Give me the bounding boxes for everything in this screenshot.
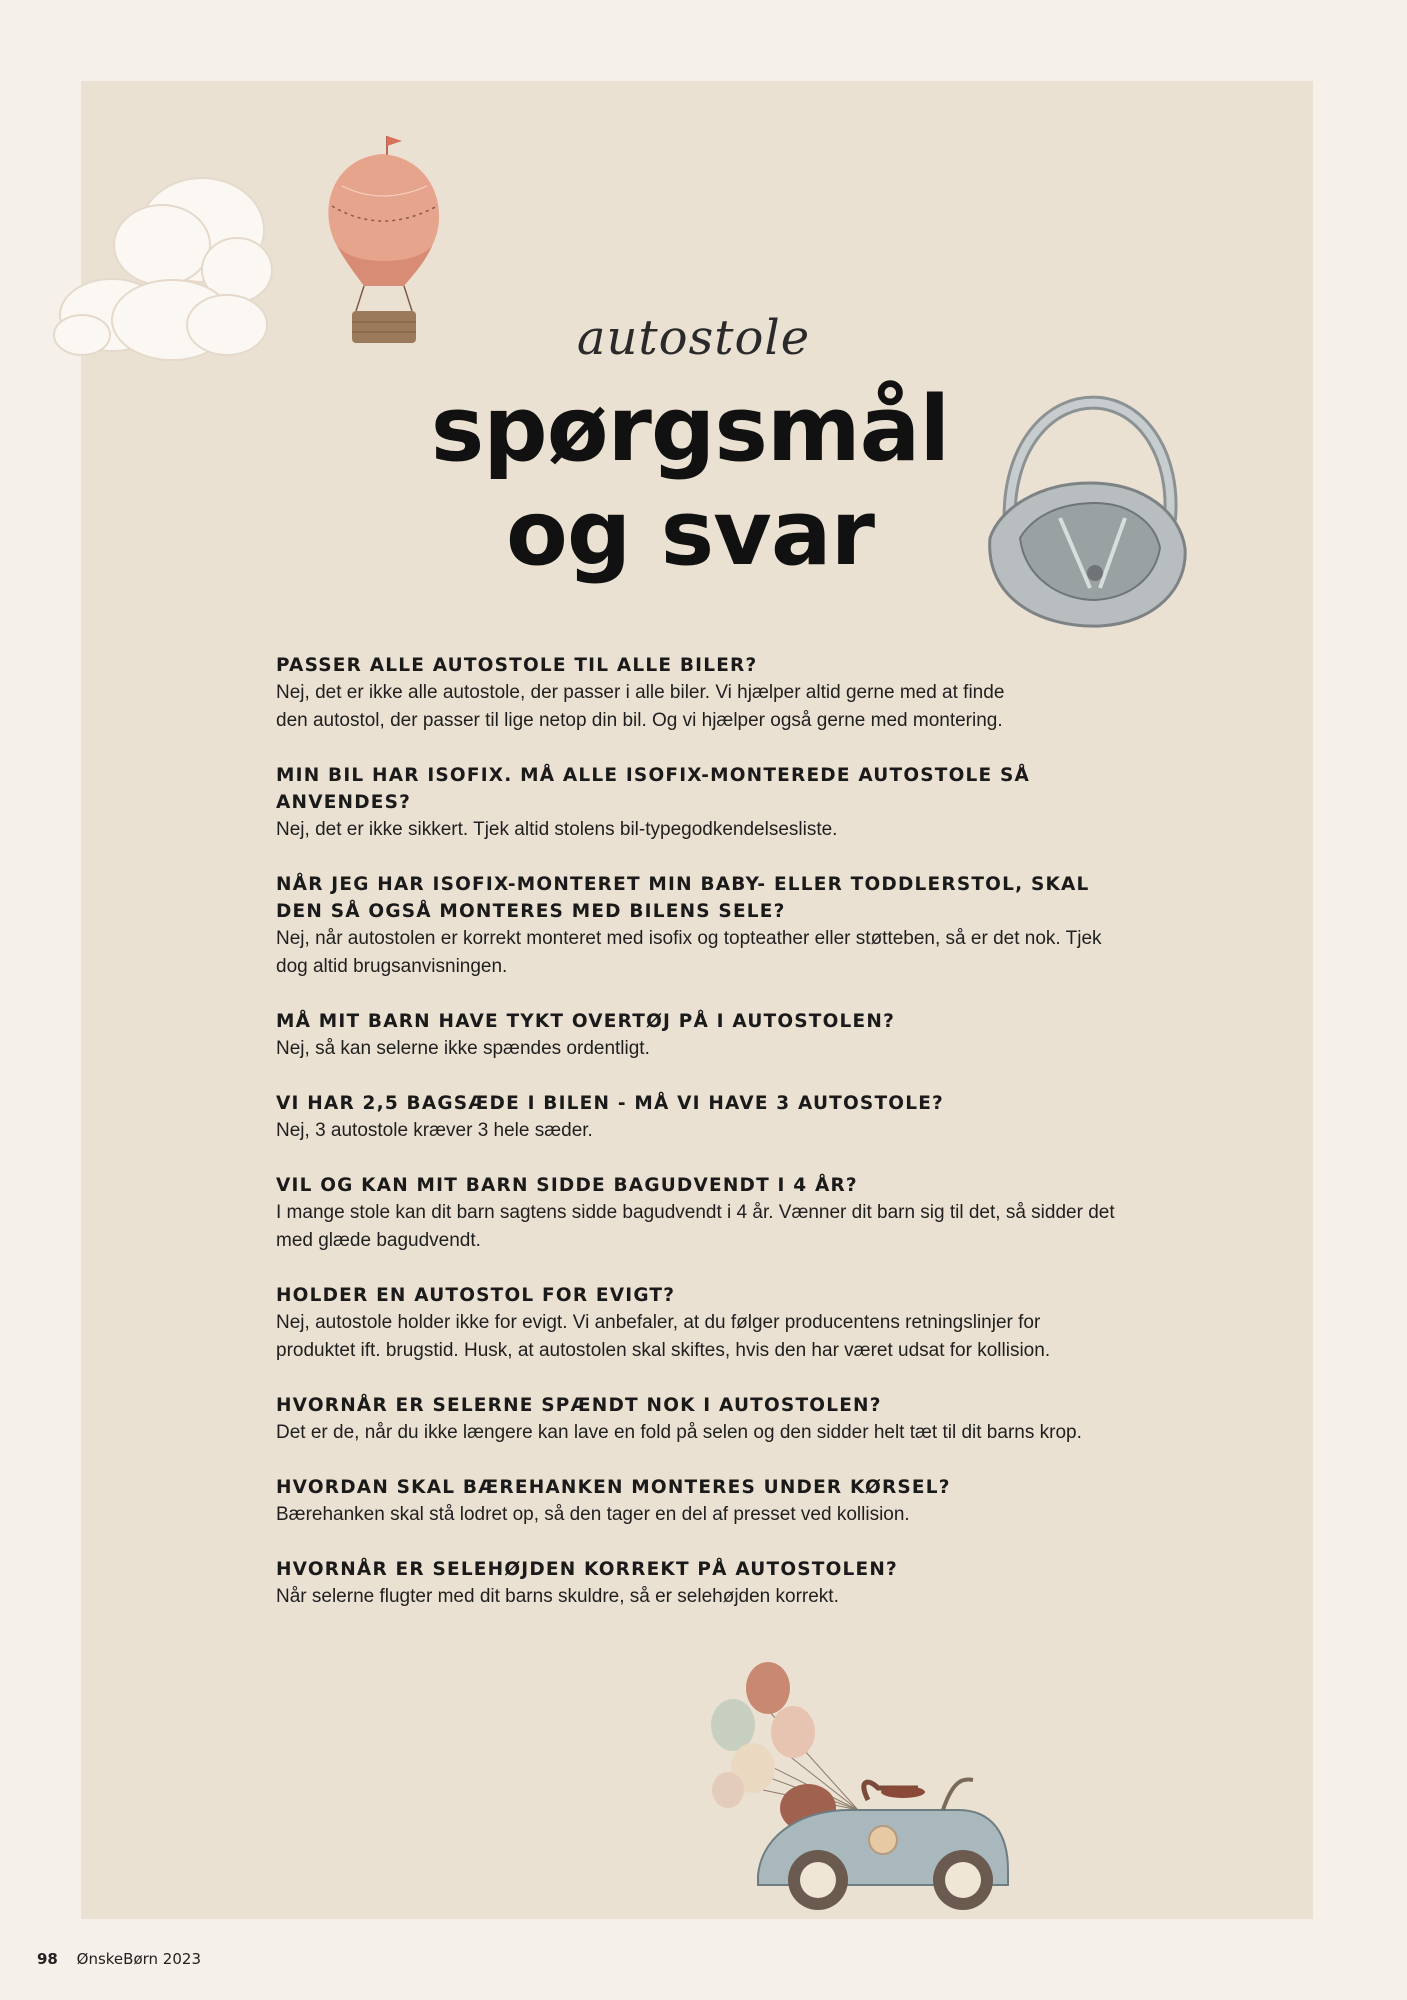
faq-item: [276, 652, 1136, 735]
faq-list: [276, 652, 1136, 1638]
faq-answer: Nej, så kan selerne ikke spændes ordentligt.: [276, 1038, 650, 1059]
faq-question: MÅ MIT BARN HAVE TYKT OVERTØJ PÅ I AUTOSTOLEN?: [276, 1011, 895, 1032]
faq-item: [276, 1008, 1136, 1063]
page-title: [380, 378, 1000, 586]
section-script-title: autostole: [576, 310, 811, 366]
faq-answer: Det er de, når du ikke længere kan lave en fold på selen og den sidder helt tæt til dit barns krop.: [276, 1422, 1082, 1443]
faq-question: MIN BIL HAR ISOFIX. MÅ ALLE ISOFIX-MONTEREDE AUTOSTOLE SÅ ANVENDES?: [276, 765, 1031, 813]
toy-car-with-balloons-icon: [708, 1660, 1018, 1920]
faq-item: [276, 1172, 1136, 1255]
baby-car-seat-icon: [980, 388, 1200, 633]
faq-answer: Nej, når autostolen er korrekt monteret med isofix og topteather eller støtteben, så er det nok. Tjek dog altid brugsanvisningen.: [276, 928, 1102, 977]
faq-question: HVORNÅR ER SELEHØJDEN KORREKT PÅ AUTOSTOLEN?: [276, 1559, 898, 1580]
publication-name: ØnskeBørn 2023: [76, 1950, 201, 1968]
faq-question: HVORNÅR ER SELERNE SPÆNDT NOK I AUTOSTOLEN?: [276, 1395, 882, 1416]
page-footer: [37, 1950, 201, 1968]
page-title-line-2: og svar: [506, 481, 874, 586]
faq-answer: Nej, autostole holder ikke for evigt. Vi anbefaler, at du følger producentens retningslinjer for produktet ift. brugstid. Husk, at autostolen skal skiftes, hvis den har været udsat for kollision.: [276, 1312, 1051, 1361]
faq-answer: Nej, 3 autostole kræver 3 hele sæder.: [276, 1120, 593, 1141]
faq-answer: I mange stole kan dit barn sagtens sidde bagudvendt i 4 år. Vænner dit barn sig til det, så sidder det med glæde bagudvendt.: [276, 1202, 1115, 1251]
faq-answer: Nej, det er ikke sikkert. Tjek altid stolens bil-typegodkendelsesliste.: [276, 819, 838, 840]
faq-answer: Nej, det er ikke alle autostole, der passer i alle biler. Vi hjælper altid gerne med at finde den autostol, der passer til lige netop din bil. Og vi hjælper også gerne med montering.: [276, 682, 1005, 731]
faq-question: NÅR JEG HAR ISOFIX-MONTERET MIN BABY- ELLER TODDLERSTOL, SKAL DEN SÅ OGSÅ MONTERES MED BILENS SELE?: [276, 874, 1090, 922]
faq-question: VI HAR 2,5 BAGSÆDE I BILEN - MÅ VI HAVE 3 AUTOSTOLE?: [276, 1093, 944, 1114]
faq-question: HVORDAN SKAL BÆREHANKEN MONTERES UNDER KØRSEL?: [276, 1477, 951, 1498]
faq-item: [276, 762, 1136, 844]
faq-answer: Bærehanken skal stå lodret op, så den tager en del af presset ved kollision.: [276, 1504, 910, 1525]
faq-item: [276, 1392, 1136, 1447]
faq-item: [276, 1556, 1136, 1611]
faq-question: PASSER ALLE AUTOSTOLE TIL ALLE BILER?: [276, 655, 758, 676]
page-number: 98: [37, 1950, 58, 1968]
faq-item: [276, 1090, 1136, 1145]
faq-item: [276, 1474, 1136, 1529]
faq-answer: Når selerne flugter med dit barns skuldre, så er selehøjden korrekt.: [276, 1586, 839, 1607]
faq-item: [276, 871, 1136, 981]
page-title-line-1: spørgsmål: [430, 377, 950, 482]
faq-question: HOLDER EN AUTOSTOL FOR EVIGT?: [276, 1285, 676, 1306]
faq-question: VIL OG KAN MIT BARN SIDDE BAGUDVENDT I 4 ÅR?: [276, 1175, 858, 1196]
faq-item: [276, 1282, 1136, 1365]
